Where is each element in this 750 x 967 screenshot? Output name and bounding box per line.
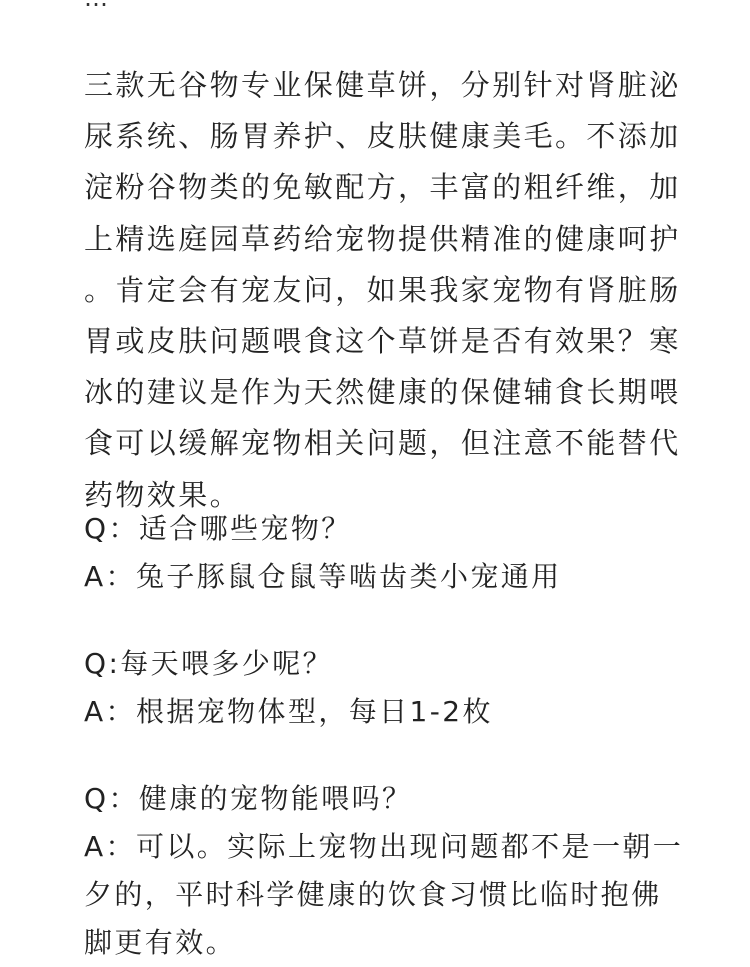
cut-off-text-fragment <box>84 0 108 10</box>
faq-answer-line: 脚更有效。 <box>84 926 237 959</box>
faq-question: Q:每天喂多少呢？ <box>84 647 334 680</box>
faq-item-pets <box>84 505 704 601</box>
paragraph-line: 淀粉谷物类的免敏配方，丰富的粗纤维，加 <box>84 170 681 205</box>
faq-answer-line: A：根据宠物体型，每日1-2枚 <box>84 695 493 728</box>
faq-question: Q：适合哪些宠物？ <box>84 512 352 545</box>
faq-question: Q：健康的宠物能喂吗？ <box>84 782 413 815</box>
paragraph-line: 。肯定会有宠友问，如果我家宠物有肾脏肠 <box>84 272 681 307</box>
paragraph-line: 三款无谷物专业保健草饼，分别针对肾脏泌 <box>84 68 681 102</box>
paragraph-line: 冰的建议是作为天然健康的保健辅食长期喂 <box>84 375 681 410</box>
faq-answer-line: 夕的，平时科学健康的饮食习惯比临时抱佛 <box>84 878 662 911</box>
paragraph-line: 食可以缓解宠物相关问题，但注意不能替代 <box>84 426 681 461</box>
paragraph-line: 尿系统、肠胃养护、皮肤健康美毛。不添加 <box>84 119 681 154</box>
paragraph-line: 上精选庭园草药给宠物提供精准的健康呵护 <box>84 221 681 256</box>
faq-answer-line: A：兔子豚鼠仓鼠等啮齿类小宠通用 <box>84 560 562 593</box>
paragraph-line: 胃或皮肤问题喂食这个草饼是否有效果？寒 <box>84 324 681 359</box>
faq-item-healthy-pets <box>84 775 704 967</box>
paragraph-line: 药物效果。 <box>84 477 242 512</box>
faq-answer-line: A：可以。实际上宠物出现问题都不是一朝一 <box>84 830 684 863</box>
intro-paragraph <box>84 60 684 521</box>
faq-item-daily-amount <box>84 640 704 736</box>
